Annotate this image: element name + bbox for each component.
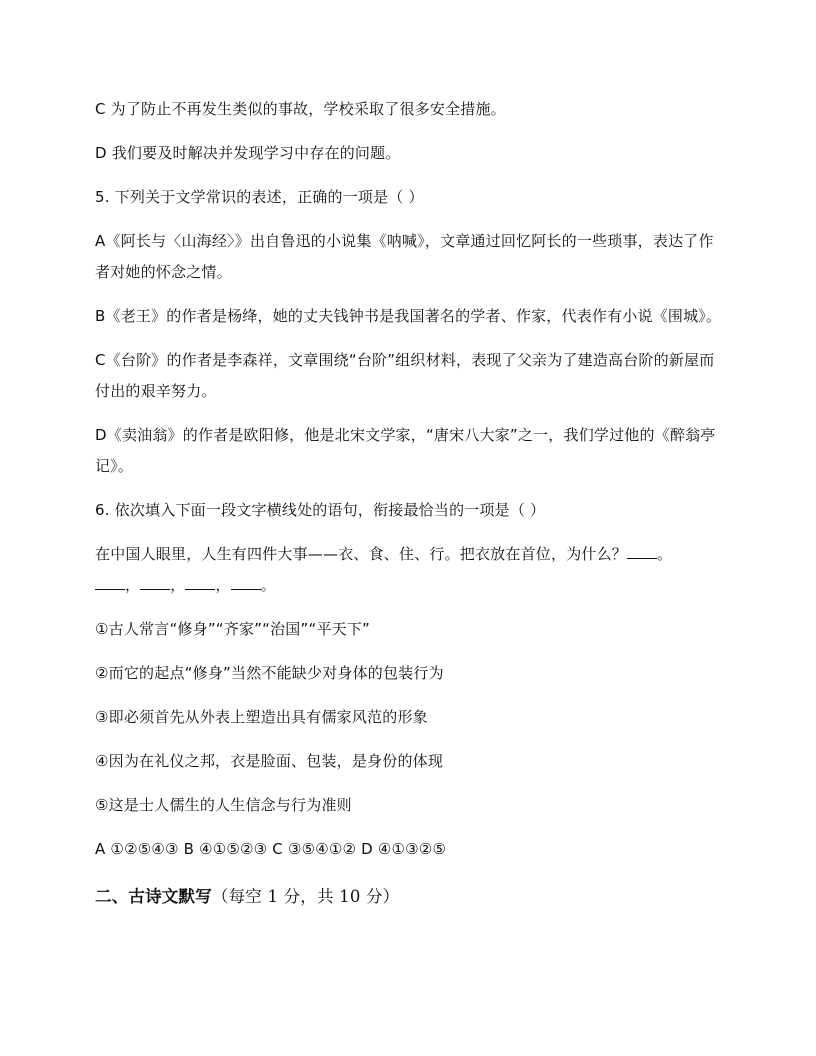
q6-sentence-2: ②而它的起点“修身”当然不能缺少对身体的包装行为 bbox=[95, 664, 444, 682]
q6-passage-text: 在中国人眼里，人生有四件大事——衣、食、住、行。把衣放在首位，为什么？ bbox=[95, 545, 628, 563]
section-2-title: 二、古诗文默写 bbox=[95, 887, 212, 906]
fill-blank bbox=[185, 575, 215, 590]
q4-option-c: C 为了防止不再发生类似的事故，学校采取了很多安全措施。 bbox=[95, 100, 506, 118]
q6-options: A ①②⑤④③ B ④①⑤②③ C ③⑤④①② D ④①③②⑤ bbox=[95, 840, 447, 858]
q6-sentence-4: ④因为在礼仪之邦，衣是脸面、包装，是身份的体现 bbox=[95, 752, 444, 770]
q6-passage: 在中国人眼里，人生有四件大事——衣、食、住、行。把衣放在首位，为什么？ 。 ， ， ， 。 bbox=[95, 545, 673, 594]
q6-sentence-3: ③即必须首先从外表上塑造出具有儒家风范的形象 bbox=[95, 708, 428, 726]
fill-blank bbox=[140, 575, 170, 590]
q6-sentence-5: ⑤这是士人儒生的人生信念与行为准则 bbox=[95, 796, 352, 814]
q6-sentence-1: ①古人常言“修身”“齐家”“治国”“平天下” bbox=[95, 620, 371, 638]
q5-option-d: D《卖油翁》的作者是欧阳修，他是北宋文学家，“唐宋八大家”之一，我们学过他的《醉翁亭记》。 bbox=[95, 426, 716, 475]
q5-option-a: A《阿长与〈山海经〉》出自鲁迅的小说集《呐喊》，文章通过回忆阿长的一些琐事，表达了作者对她的怀念之情。 bbox=[95, 232, 714, 281]
fill-blank bbox=[231, 575, 261, 590]
q5-option-b: B《老王》的作者是杨绛，她的丈夫钱钟书是我国著名的学者、作家，代表作有小说《围城》。 bbox=[95, 307, 722, 325]
q5-stem: 5. 下列关于文学常识的表述，正确的一项是（ ） bbox=[95, 188, 424, 206]
section-2-heading bbox=[95, 881, 726, 912]
q5-option-c: C《台阶》的作者是李森祥，文章围绕“台阶”组织材料，表现了父亲为了建造高台阶的新屋而付出的艰辛努力。 bbox=[95, 351, 715, 400]
section-2-note: （每空 1 分，共 10 分） bbox=[211, 887, 400, 906]
q6-stem: 6. 依次填入下面一段文字横线处的语句，衔接最恰当的一项是（ ） bbox=[95, 501, 546, 519]
q4-option-d: D 我们要及时解决并发现学习中存在的问题。 bbox=[95, 144, 401, 162]
fill-blank bbox=[627, 544, 657, 559]
fill-blank bbox=[95, 575, 125, 590]
